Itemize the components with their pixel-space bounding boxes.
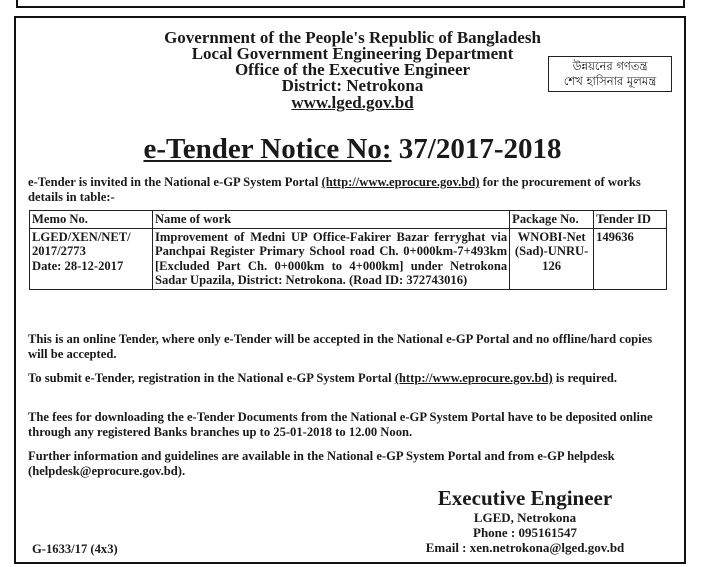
further-info-paragraph: Further information and guidelines are available in the National e-GP System Portal and from e-GP helpdesk (helpdesk@eprocure.gov.bd). bbox=[28, 449, 615, 478]
previous-notice-border bbox=[16, 0, 685, 8]
slogan-box bbox=[548, 56, 672, 92]
works-table bbox=[29, 210, 667, 290]
ad-code: G-1633/17 (4x3) bbox=[32, 542, 118, 556]
package-cell: WNOBI-Net (Sad)-UNRU-126 bbox=[510, 228, 594, 289]
header-memo: Memo No. bbox=[30, 211, 153, 229]
signatory-title: Executive Engineer bbox=[437, 486, 613, 510]
online-paragraph: This is an online Tender, where only e-Tender will be accepted in the National e-GP Portal and no offline/hard copies will be accepted. bbox=[28, 332, 653, 361]
registration-text-end: is required. bbox=[552, 371, 618, 385]
fees-paragraph: The fees for downloading the e-Tender Documents from the National e-GP System Portal have to be deposited online through any registered Banks branches up to 25-01-2018 to 12.00 Noon. bbox=[28, 410, 653, 439]
memo-number-1: LGED/XEN/NET/ bbox=[32, 229, 131, 244]
intro-text: e-Tender is invited in the National e-GP System Portal bbox=[28, 175, 322, 189]
header-tender-id: Tender ID bbox=[594, 211, 667, 229]
signatory-office: LGED, Netrokona bbox=[473, 510, 577, 525]
registration-text: To submit e-Tender, registration in the National e-GP System Portal bbox=[28, 371, 395, 385]
header-department: Local Government Engineering Department bbox=[191, 44, 514, 63]
slogan-line-2: শেখ হাসিনার মূলমন্ত্র bbox=[563, 74, 657, 88]
header-district: District: Netrokona bbox=[281, 76, 424, 95]
header-office: Office of the Executive Engineer bbox=[234, 60, 471, 79]
signatory-email: Email : xen.netrokona@lged.gov.bd bbox=[425, 540, 625, 555]
table-header-row bbox=[30, 211, 667, 229]
memo-number-2: 2017/2773 bbox=[32, 244, 86, 258]
slogan-line-1: উন্নয়নের গণতন্ত্র bbox=[572, 59, 648, 73]
intro-paragraph bbox=[28, 175, 668, 205]
eprocure-link[interactable]: (http://www.eprocure.gov.bd) bbox=[321, 175, 480, 189]
website-link[interactable]: www.lged.gov.bd bbox=[291, 93, 414, 112]
header-package: Package No. bbox=[510, 211, 594, 229]
work-name-cell: Improvement of Medni UP Office-Fakirer Bazar ferryghat via Panchpai Register Primary School road Ch. 0+000km-7+493km [Excluded Part Ch. 0+000km to 4+000km] under Netrokona Sadar Upazila, District: Netrokona. (Road ID: 372743016) bbox=[152, 228, 509, 289]
intro-text-end: for the procurement of works details in table:- bbox=[28, 175, 641, 204]
registration-link[interactable]: (http://www.eprocure.gov.bd) bbox=[394, 371, 553, 385]
notice-number: 37/2017-2018 bbox=[391, 133, 562, 165]
header-government: Government of the People's Republic of Bangladesh bbox=[164, 28, 541, 47]
tender-id-cell: 149636 bbox=[594, 228, 667, 289]
signatory-phone: Phone : 095161547 bbox=[473, 525, 577, 540]
registration-paragraph bbox=[28, 371, 668, 386]
notice-title bbox=[0, 132, 705, 166]
header-work: Name of work bbox=[152, 211, 509, 229]
table-row bbox=[30, 228, 667, 289]
notice-label: e-Tender Notice No: bbox=[143, 133, 392, 165]
memo-date: Date: 28-12-2017 bbox=[32, 258, 124, 273]
memo-cell bbox=[30, 228, 153, 289]
signature-block bbox=[400, 486, 650, 555]
